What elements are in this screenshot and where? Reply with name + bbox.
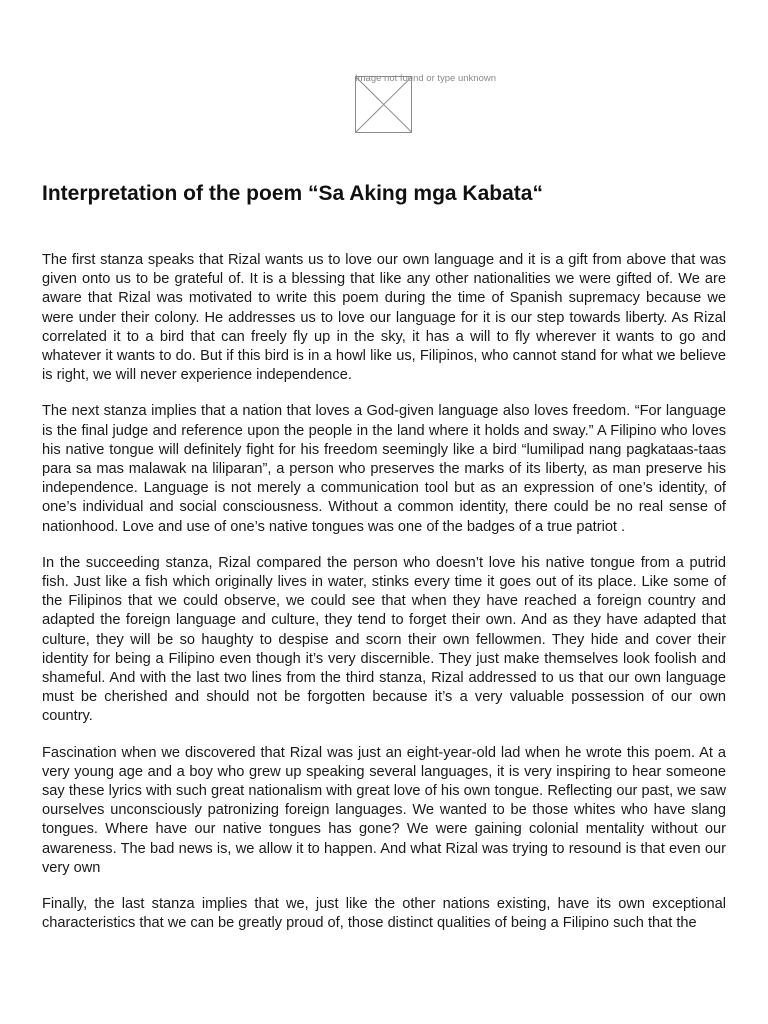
paragraph-5: Finally, the last stanza implies that we, just like the other nations existing, have its own exceptional characteristics that we can be greatly proud of, those distinct qualities of being a Filipino such that the [42, 896, 726, 932]
document-title: Interpretation of the poem “Sa Aking mga Kabata“ [42, 182, 543, 205]
paragraph-4: Fascination when we discovered that Rizal was just an eight-year-old lad when he wrote this poem. At a very young age and a boy who grew up speaking several languages, it is very inspiring to hear someone say these lyrics with such great nationalism with great love of his own tongue. Reflecting our past, we saw ourselves unconsciously patronizing foreign languages. We wanted to be those whites who have slang tongues. Where have our native tongues has gone? We were gaining colonial mentality without our awareness. The bad news is, we allow it to happen. And what Rizal was trying to resound is that even our very own [42, 744, 726, 876]
paragraph-1: The first stanza speaks that Rizal wants us to love our own language and it is a gift from above that was given onto us to be grateful of. It is a blessing that like any other nationalities we were gifted of. We are aware that Rizal was motivated to write this poem during the time of Spanish supremacy because we were under their colony. He addresses us to love our language for it is our step towards liberty. As Rizal correlated it to a bird that can freely fly up in the sky, it has a will to fly wherever it wants to go and whatever it wants to do. But if this bird is in a howl like us, Filipinos, who cannot stand for what we believe is right, we will never experience independence. [42, 252, 726, 384]
paragraph-3: In the succeeding stanza, Rizal compared the person who doesn’t love his native tongue from a putrid fish. Just like a fish which originally lives in water, stinks every time it goes out of its place. Like some of the Filipinos that we could observe, we could see that when they have reached a foreign country and adapted the foreign language and culture, they tend to forget their own. And as they have adapted that culture, they will be so haughty to despise and scorn their own fellowmen. They hide and cover their identity for being a Filipino even though it’s very discernible. They just make themselves look foolish and shameful. And with the last two lines from the third stanza, Rizal addressed to us that our own language must be cherished and should not be forgotten because it’s a very valuable possession of our own country. [42, 554, 726, 725]
document-body [42, 251, 726, 951]
image-alt-text: Image not found or type unknown [355, 73, 497, 84]
paragraph-2: The next stanza implies that a nation that loves a God-given language also loves freedom. “For language is the final judge and reference upon the people in the land where it holds and sway.” A Filipino who loves his native tongue will definitely fight for his freedom seemingly like a bird “lumilipad nang pagkataas-taas para sa mas malawak na liliparan”, a person who preserves the marks of its liberty, as man preserve his independence. Language is not merely a communication tool but as an expression of one’s identity, of one’s individual and social consciousness. Without a common identity, there could be no real sense of nationhood. Love and use of one’s native tongues was one of the badges of a true patriot . [42, 403, 726, 535]
broken-image-placeholder [355, 73, 497, 134]
